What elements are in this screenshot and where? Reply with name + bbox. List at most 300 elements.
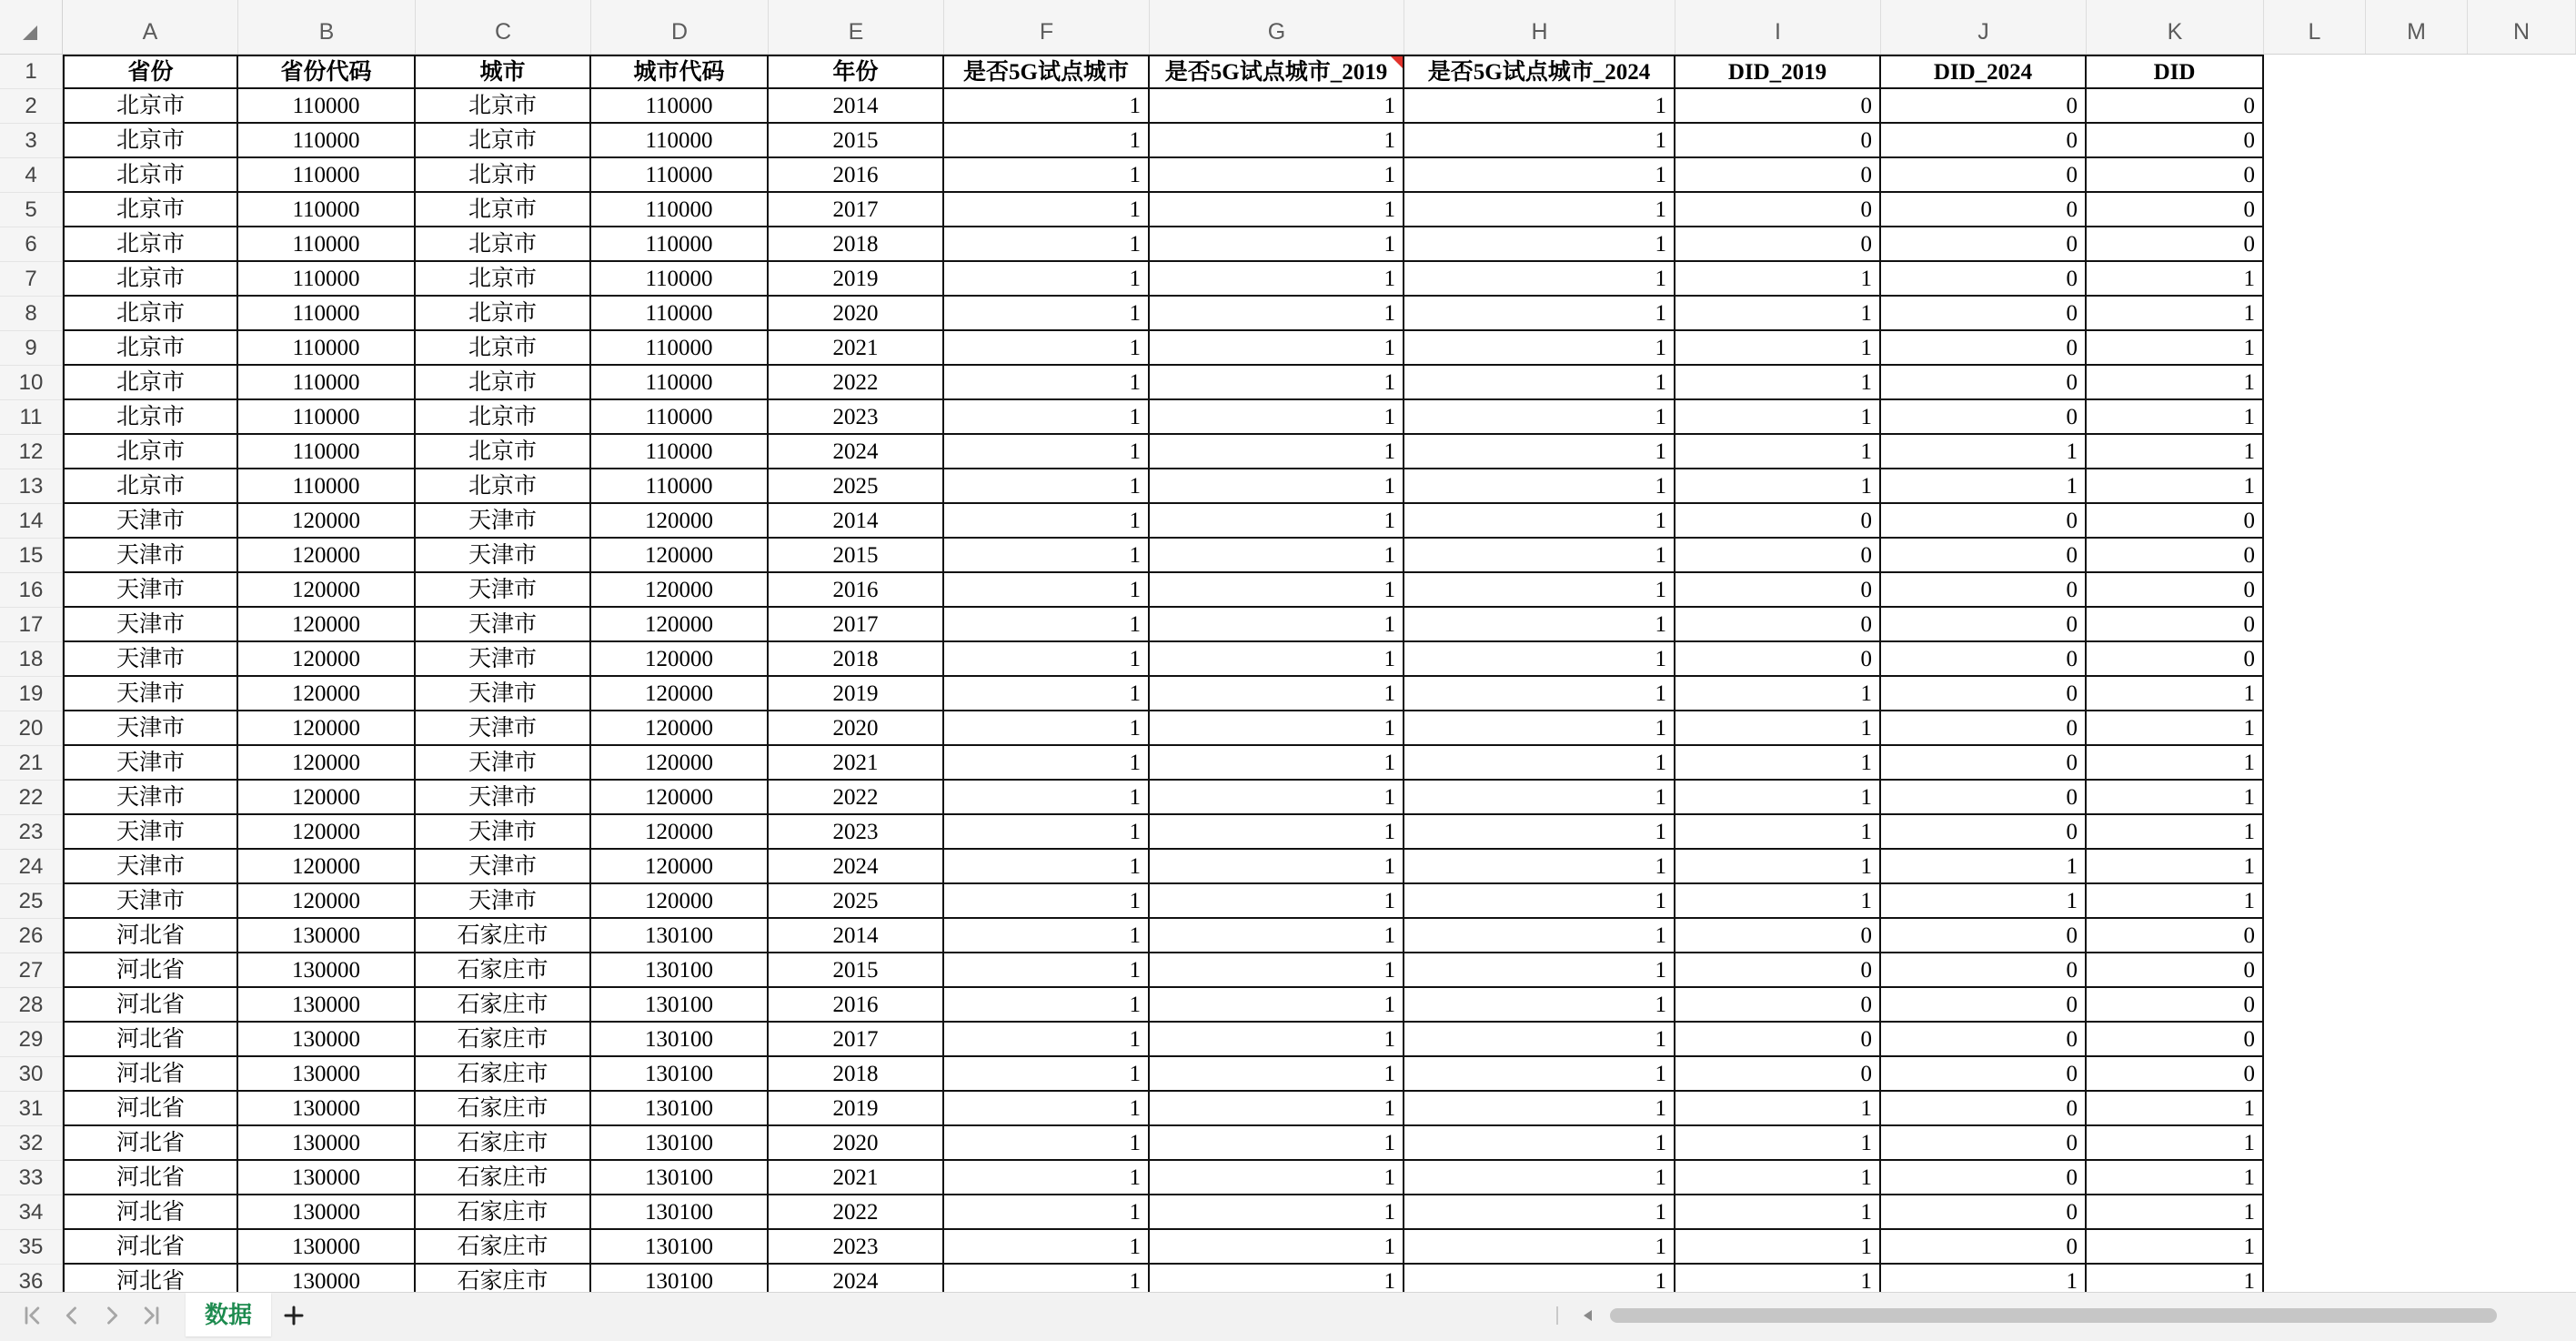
cell-g25[interactable]: 1	[1150, 884, 1404, 919]
cell-a17[interactable]: 天津市	[63, 608, 238, 642]
cell-a6[interactable]: 北京市	[63, 227, 238, 262]
cell-l23[interactable]	[2264, 815, 2366, 850]
cell-i3[interactable]: 0	[1675, 124, 1881, 158]
cell-f21[interactable]: 1	[944, 746, 1150, 781]
cell-c2[interactable]: 北京市	[416, 89, 591, 124]
cell-a9[interactable]: 北京市	[63, 331, 238, 366]
cell-j26[interactable]: 0	[1881, 919, 2087, 953]
cell-a11[interactable]: 北京市	[63, 400, 238, 435]
cell-e23[interactable]: 2023	[769, 815, 944, 850]
cell-i1[interactable]: DID_2019	[1675, 55, 1881, 89]
cell-h34[interactable]: 1	[1404, 1195, 1675, 1230]
cell-e16[interactable]: 2016	[769, 573, 944, 608]
cell-e30[interactable]: 2018	[769, 1057, 944, 1092]
cell-e34[interactable]: 2022	[769, 1195, 944, 1230]
cell-c8[interactable]: 北京市	[416, 297, 591, 331]
cell-d22[interactable]: 120000	[591, 781, 769, 815]
first-sheet-button[interactable]	[18, 1301, 47, 1330]
cell-g19[interactable]: 1	[1150, 677, 1404, 711]
cell-e17[interactable]: 2017	[769, 608, 944, 642]
cell-k24[interactable]: 1	[2087, 850, 2264, 884]
cell-f27[interactable]: 1	[944, 953, 1150, 988]
cell-k14[interactable]: 0	[2087, 504, 2264, 539]
row-header-18[interactable]: 18	[0, 642, 63, 677]
cell-b9[interactable]: 110000	[238, 331, 416, 366]
cell-k8[interactable]: 1	[2087, 297, 2264, 331]
cell-d12[interactable]: 110000	[591, 435, 769, 469]
cell-e3[interactable]: 2015	[769, 124, 944, 158]
cell-b25[interactable]: 120000	[238, 884, 416, 919]
cell-n7[interactable]	[2468, 262, 2576, 297]
cell-g12[interactable]: 1	[1150, 435, 1404, 469]
cell-m22[interactable]	[2366, 781, 2468, 815]
cell-k26[interactable]: 0	[2087, 919, 2264, 953]
cell-m3[interactable]	[2366, 124, 2468, 158]
cell-j8[interactable]: 0	[1881, 297, 2087, 331]
cell-d32[interactable]: 130100	[591, 1126, 769, 1161]
cell-i21[interactable]: 1	[1675, 746, 1881, 781]
cell-a27[interactable]: 河北省	[63, 953, 238, 988]
cell-m14[interactable]	[2366, 504, 2468, 539]
cell-i8[interactable]: 1	[1675, 297, 1881, 331]
cell-d36[interactable]: 130100	[591, 1265, 769, 1292]
cell-f17[interactable]: 1	[944, 608, 1150, 642]
cell-b14[interactable]: 120000	[238, 504, 416, 539]
cell-n4[interactable]	[2468, 158, 2576, 193]
cell-d8[interactable]: 110000	[591, 297, 769, 331]
cell-d24[interactable]: 120000	[591, 850, 769, 884]
row-header-5[interactable]: 5	[0, 193, 63, 227]
cell-c28[interactable]: 石家庄市	[416, 988, 591, 1023]
cell-g5[interactable]: 1	[1150, 193, 1404, 227]
cell-i22[interactable]: 1	[1675, 781, 1881, 815]
cell-l15[interactable]	[2264, 539, 2366, 573]
row-header-12[interactable]: 12	[0, 435, 63, 469]
cell-c13[interactable]: 北京市	[416, 469, 591, 504]
cell-b19[interactable]: 120000	[238, 677, 416, 711]
cell-l8[interactable]	[2264, 297, 2366, 331]
cell-n26[interactable]	[2468, 919, 2576, 953]
cell-e12[interactable]: 2024	[769, 435, 944, 469]
cell-h20[interactable]: 1	[1404, 711, 1675, 746]
cell-a5[interactable]: 北京市	[63, 193, 238, 227]
cell-e27[interactable]: 2015	[769, 953, 944, 988]
cell-f11[interactable]: 1	[944, 400, 1150, 435]
cell-f36[interactable]: 1	[944, 1265, 1150, 1292]
cell-m9[interactable]	[2366, 331, 2468, 366]
cell-m15[interactable]	[2366, 539, 2468, 573]
cell-f24[interactable]: 1	[944, 850, 1150, 884]
cell-j15[interactable]: 0	[1881, 539, 2087, 573]
cell-h33[interactable]: 1	[1404, 1161, 1675, 1195]
cell-n2[interactable]	[2468, 89, 2576, 124]
column-header-e[interactable]: E	[769, 0, 944, 54]
row-header-13[interactable]: 13	[0, 469, 63, 504]
cell-i35[interactable]: 1	[1675, 1230, 1881, 1265]
cell-h23[interactable]: 1	[1404, 815, 1675, 850]
cell-m30[interactable]	[2366, 1057, 2468, 1092]
cell-g35[interactable]: 1	[1150, 1230, 1404, 1265]
row-header-29[interactable]: 29	[0, 1023, 63, 1057]
column-header-h[interactable]: H	[1404, 0, 1675, 54]
cell-c32[interactable]: 石家庄市	[416, 1126, 591, 1161]
cell-i14[interactable]: 0	[1675, 504, 1881, 539]
cell-m5[interactable]	[2366, 193, 2468, 227]
cell-n1[interactable]	[2468, 55, 2576, 89]
cell-b10[interactable]: 110000	[238, 366, 416, 400]
cell-l7[interactable]	[2264, 262, 2366, 297]
cell-g28[interactable]: 1	[1150, 988, 1404, 1023]
cell-n5[interactable]	[2468, 193, 2576, 227]
cell-l5[interactable]	[2264, 193, 2366, 227]
cell-g3[interactable]: 1	[1150, 124, 1404, 158]
cell-m32[interactable]	[2366, 1126, 2468, 1161]
cell-j7[interactable]: 0	[1881, 262, 2087, 297]
cell-b6[interactable]: 110000	[238, 227, 416, 262]
cell-k17[interactable]: 0	[2087, 608, 2264, 642]
cell-n16[interactable]	[2468, 573, 2576, 608]
cell-k11[interactable]: 1	[2087, 400, 2264, 435]
cell-c31[interactable]: 石家庄市	[416, 1092, 591, 1126]
cell-g1[interactable]	[1150, 55, 1404, 89]
cell-g20[interactable]: 1	[1150, 711, 1404, 746]
cell-k30[interactable]: 0	[2087, 1057, 2264, 1092]
cell-l26[interactable]	[2264, 919, 2366, 953]
comment-indicator-icon[interactable]	[1391, 56, 1403, 68]
cell-a22[interactable]: 天津市	[63, 781, 238, 815]
cell-d14[interactable]: 120000	[591, 504, 769, 539]
cell-k1[interactable]: DID	[2087, 55, 2264, 89]
cell-n22[interactable]	[2468, 781, 2576, 815]
cell-i5[interactable]: 0	[1675, 193, 1881, 227]
cell-g4[interactable]: 1	[1150, 158, 1404, 193]
cell-n11[interactable]	[2468, 400, 2576, 435]
cell-a20[interactable]: 天津市	[63, 711, 238, 746]
cell-c19[interactable]: 天津市	[416, 677, 591, 711]
cell-k2[interactable]: 0	[2087, 89, 2264, 124]
row-header-14[interactable]: 14	[0, 504, 63, 539]
cell-m17[interactable]	[2366, 608, 2468, 642]
cell-e25[interactable]: 2025	[769, 884, 944, 919]
cell-m18[interactable]	[2366, 642, 2468, 677]
column-header-b[interactable]: B	[238, 0, 416, 54]
cell-c3[interactable]: 北京市	[416, 124, 591, 158]
cell-l31[interactable]	[2264, 1092, 2366, 1126]
cell-e24[interactable]: 2024	[769, 850, 944, 884]
cell-c16[interactable]: 天津市	[416, 573, 591, 608]
cell-a29[interactable]: 河北省	[63, 1023, 238, 1057]
cell-f25[interactable]: 1	[944, 884, 1150, 919]
cell-j11[interactable]: 0	[1881, 400, 2087, 435]
cell-k29[interactable]: 0	[2087, 1023, 2264, 1057]
cell-b4[interactable]: 110000	[238, 158, 416, 193]
cell-n15[interactable]	[2468, 539, 2576, 573]
row-header-32[interactable]: 32	[0, 1126, 63, 1161]
cell-n31[interactable]	[2468, 1092, 2576, 1126]
cell-h27[interactable]: 1	[1404, 953, 1675, 988]
cell-e33[interactable]: 2021	[769, 1161, 944, 1195]
cell-n32[interactable]	[2468, 1126, 2576, 1161]
cell-j14[interactable]: 0	[1881, 504, 2087, 539]
column-header-f[interactable]: F	[944, 0, 1150, 54]
cell-l4[interactable]	[2264, 158, 2366, 193]
cell-a19[interactable]: 天津市	[63, 677, 238, 711]
cell-c20[interactable]: 天津市	[416, 711, 591, 746]
cell-c14[interactable]: 天津市	[416, 504, 591, 539]
cell-c12[interactable]: 北京市	[416, 435, 591, 469]
cell-h7[interactable]: 1	[1404, 262, 1675, 297]
cell-i18[interactable]: 0	[1675, 642, 1881, 677]
cell-b26[interactable]: 130000	[238, 919, 416, 953]
cell-c21[interactable]: 天津市	[416, 746, 591, 781]
cell-a13[interactable]: 北京市	[63, 469, 238, 504]
cell-k25[interactable]: 1	[2087, 884, 2264, 919]
cell-f4[interactable]: 1	[944, 158, 1150, 193]
cell-a23[interactable]: 天津市	[63, 815, 238, 850]
cell-b2[interactable]: 110000	[238, 89, 416, 124]
row-header-28[interactable]: 28	[0, 988, 63, 1023]
cell-m10[interactable]	[2366, 366, 2468, 400]
cell-h9[interactable]: 1	[1404, 331, 1675, 366]
cell-m12[interactable]	[2366, 435, 2468, 469]
cell-e20[interactable]: 2020	[769, 711, 944, 746]
row-header-17[interactable]: 17	[0, 608, 63, 642]
cell-m34[interactable]	[2366, 1195, 2468, 1230]
cell-k31[interactable]: 1	[2087, 1092, 2264, 1126]
cell-b1[interactable]: 省份代码	[238, 55, 416, 89]
cell-b11[interactable]: 110000	[238, 400, 416, 435]
cell-k6[interactable]: 0	[2087, 227, 2264, 262]
cell-d21[interactable]: 120000	[591, 746, 769, 781]
cell-d23[interactable]: 120000	[591, 815, 769, 850]
cell-l17[interactable]	[2264, 608, 2366, 642]
cell-n28[interactable]	[2468, 988, 2576, 1023]
cell-i10[interactable]: 1	[1675, 366, 1881, 400]
row-header-33[interactable]: 33	[0, 1161, 63, 1195]
row-header-16[interactable]: 16	[0, 573, 63, 608]
cell-m29[interactable]	[2366, 1023, 2468, 1057]
cell-m13[interactable]	[2366, 469, 2468, 504]
cell-a36[interactable]: 河北省	[63, 1265, 238, 1292]
cell-k22[interactable]: 1	[2087, 781, 2264, 815]
cell-h16[interactable]: 1	[1404, 573, 1675, 608]
cell-j30[interactable]: 0	[1881, 1057, 2087, 1092]
cell-l3[interactable]	[2264, 124, 2366, 158]
cell-l22[interactable]	[2264, 781, 2366, 815]
cell-e13[interactable]: 2025	[769, 469, 944, 504]
cell-m31[interactable]	[2366, 1092, 2468, 1126]
cell-c22[interactable]: 天津市	[416, 781, 591, 815]
cell-h28[interactable]: 1	[1404, 988, 1675, 1023]
cell-j16[interactable]: 0	[1881, 573, 2087, 608]
cell-l16[interactable]	[2264, 573, 2366, 608]
cell-k10[interactable]: 1	[2087, 366, 2264, 400]
row-header-22[interactable]: 22	[0, 781, 63, 815]
cell-a33[interactable]: 河北省	[63, 1161, 238, 1195]
cell-k23[interactable]: 1	[2087, 815, 2264, 850]
cell-c18[interactable]: 天津市	[416, 642, 591, 677]
row-header-19[interactable]: 19	[0, 677, 63, 711]
cell-d1[interactable]: 城市代码	[591, 55, 769, 89]
cell-c7[interactable]: 北京市	[416, 262, 591, 297]
cell-f1[interactable]: 是否5G试点城市	[944, 55, 1150, 89]
cell-g17[interactable]: 1	[1150, 608, 1404, 642]
cell-g14[interactable]: 1	[1150, 504, 1404, 539]
cell-h31[interactable]: 1	[1404, 1092, 1675, 1126]
cell-c27[interactable]: 石家庄市	[416, 953, 591, 988]
cell-g30[interactable]: 1	[1150, 1057, 1404, 1092]
cell-k15[interactable]: 0	[2087, 539, 2264, 573]
cell-h19[interactable]: 1	[1404, 677, 1675, 711]
cell-j29[interactable]: 0	[1881, 1023, 2087, 1057]
cell-c29[interactable]: 石家庄市	[416, 1023, 591, 1057]
cell-a10[interactable]: 北京市	[63, 366, 238, 400]
cell-l27[interactable]	[2264, 953, 2366, 988]
cell-k33[interactable]: 1	[2087, 1161, 2264, 1195]
previous-sheet-button[interactable]	[57, 1301, 86, 1330]
cell-d9[interactable]: 110000	[591, 331, 769, 366]
cell-h10[interactable]: 1	[1404, 366, 1675, 400]
cell-d20[interactable]: 120000	[591, 711, 769, 746]
cell-i15[interactable]: 0	[1675, 539, 1881, 573]
cell-b7[interactable]: 110000	[238, 262, 416, 297]
cell-h1[interactable]: 是否5G试点城市_2024	[1404, 55, 1675, 89]
cell-d17[interactable]: 120000	[591, 608, 769, 642]
cell-f7[interactable]: 1	[944, 262, 1150, 297]
cell-b31[interactable]: 130000	[238, 1092, 416, 1126]
cell-h8[interactable]: 1	[1404, 297, 1675, 331]
cell-f14[interactable]: 1	[944, 504, 1150, 539]
row-header-20[interactable]: 20	[0, 711, 63, 746]
cell-h30[interactable]: 1	[1404, 1057, 1675, 1092]
cell-j10[interactable]: 0	[1881, 366, 2087, 400]
column-header-m[interactable]: M	[2366, 0, 2468, 54]
cell-j6[interactable]: 0	[1881, 227, 2087, 262]
cell-e28[interactable]: 2016	[769, 988, 944, 1023]
cell-n20[interactable]	[2468, 711, 2576, 746]
cell-k4[interactable]: 0	[2087, 158, 2264, 193]
cell-d29[interactable]: 130100	[591, 1023, 769, 1057]
cell-e1[interactable]: 年份	[769, 55, 944, 89]
cell-e5[interactable]: 2017	[769, 193, 944, 227]
cell-k19[interactable]: 1	[2087, 677, 2264, 711]
cell-h6[interactable]: 1	[1404, 227, 1675, 262]
cell-c33[interactable]: 石家庄市	[416, 1161, 591, 1195]
cell-l13[interactable]	[2264, 469, 2366, 504]
cell-d35[interactable]: 130100	[591, 1230, 769, 1265]
cell-n34[interactable]	[2468, 1195, 2576, 1230]
cell-e11[interactable]: 2023	[769, 400, 944, 435]
cell-h17[interactable]: 1	[1404, 608, 1675, 642]
cell-i31[interactable]: 1	[1675, 1092, 1881, 1126]
cell-e9[interactable]: 2021	[769, 331, 944, 366]
column-header-j[interactable]: J	[1881, 0, 2087, 54]
cell-j33[interactable]: 0	[1881, 1161, 2087, 1195]
cell-f34[interactable]: 1	[944, 1195, 1150, 1230]
cell-a3[interactable]: 北京市	[63, 124, 238, 158]
cell-n13[interactable]	[2468, 469, 2576, 504]
cell-g33[interactable]: 1	[1150, 1161, 1404, 1195]
cell-j32[interactable]: 0	[1881, 1126, 2087, 1161]
cell-l20[interactable]	[2264, 711, 2366, 746]
cell-f29[interactable]: 1	[944, 1023, 1150, 1057]
cell-h32[interactable]: 1	[1404, 1126, 1675, 1161]
cell-j5[interactable]: 0	[1881, 193, 2087, 227]
cell-k13[interactable]: 1	[2087, 469, 2264, 504]
cell-n27[interactable]	[2468, 953, 2576, 988]
cell-a8[interactable]: 北京市	[63, 297, 238, 331]
cell-b20[interactable]: 120000	[238, 711, 416, 746]
cell-c24[interactable]: 天津市	[416, 850, 591, 884]
cell-b23[interactable]: 120000	[238, 815, 416, 850]
cell-e4[interactable]: 2016	[769, 158, 944, 193]
cell-j19[interactable]: 0	[1881, 677, 2087, 711]
row-header-35[interactable]: 35	[0, 1230, 63, 1265]
cell-i30[interactable]: 0	[1675, 1057, 1881, 1092]
cell-i27[interactable]: 0	[1675, 953, 1881, 988]
cell-j20[interactable]: 0	[1881, 711, 2087, 746]
cell-h13[interactable]: 1	[1404, 469, 1675, 504]
cell-e35[interactable]: 2023	[769, 1230, 944, 1265]
cell-f13[interactable]: 1	[944, 469, 1150, 504]
row-header-8[interactable]: 8	[0, 297, 63, 331]
row-header-26[interactable]: 26	[0, 919, 63, 953]
cell-m2[interactable]	[2366, 89, 2468, 124]
cell-i19[interactable]: 1	[1675, 677, 1881, 711]
cell-m28[interactable]	[2366, 988, 2468, 1023]
cell-n10[interactable]	[2468, 366, 2576, 400]
cell-d25[interactable]: 120000	[591, 884, 769, 919]
cell-f35[interactable]: 1	[944, 1230, 1150, 1265]
cell-a34[interactable]: 河北省	[63, 1195, 238, 1230]
cell-h22[interactable]: 1	[1404, 781, 1675, 815]
cell-m26[interactable]	[2366, 919, 2468, 953]
column-header-g[interactable]: G	[1150, 0, 1404, 54]
cell-f18[interactable]: 1	[944, 642, 1150, 677]
cell-g21[interactable]: 1	[1150, 746, 1404, 781]
cell-j2[interactable]: 0	[1881, 89, 2087, 124]
cell-f16[interactable]: 1	[944, 573, 1150, 608]
row-header-2[interactable]: 2	[0, 89, 63, 124]
cell-m8[interactable]	[2366, 297, 2468, 331]
cell-j36[interactable]: 1	[1881, 1265, 2087, 1292]
cell-n23[interactable]	[2468, 815, 2576, 850]
cell-f30[interactable]: 1	[944, 1057, 1150, 1092]
cell-a35[interactable]: 河北省	[63, 1230, 238, 1265]
cell-g24[interactable]: 1	[1150, 850, 1404, 884]
cell-d3[interactable]: 110000	[591, 124, 769, 158]
cell-i12[interactable]: 1	[1675, 435, 1881, 469]
column-header-a[interactable]: A	[63, 0, 238, 54]
cell-k20[interactable]: 1	[2087, 711, 2264, 746]
cell-b30[interactable]: 130000	[238, 1057, 416, 1092]
column-header-k[interactable]: K	[2087, 0, 2264, 54]
cell-a2[interactable]: 北京市	[63, 89, 238, 124]
column-header-l[interactable]: L	[2264, 0, 2366, 54]
cell-b8[interactable]: 110000	[238, 297, 416, 331]
cell-n9[interactable]	[2468, 331, 2576, 366]
cell-j12[interactable]: 1	[1881, 435, 2087, 469]
cell-d19[interactable]: 120000	[591, 677, 769, 711]
cell-n14[interactable]	[2468, 504, 2576, 539]
cell-n8[interactable]	[2468, 297, 2576, 331]
row-header-23[interactable]: 23	[0, 815, 63, 850]
cell-l21[interactable]	[2264, 746, 2366, 781]
cell-i2[interactable]: 0	[1675, 89, 1881, 124]
cell-e15[interactable]: 2015	[769, 539, 944, 573]
scroll-left-arrow-icon[interactable]	[1581, 1308, 1594, 1323]
cell-n18[interactable]	[2468, 642, 2576, 677]
